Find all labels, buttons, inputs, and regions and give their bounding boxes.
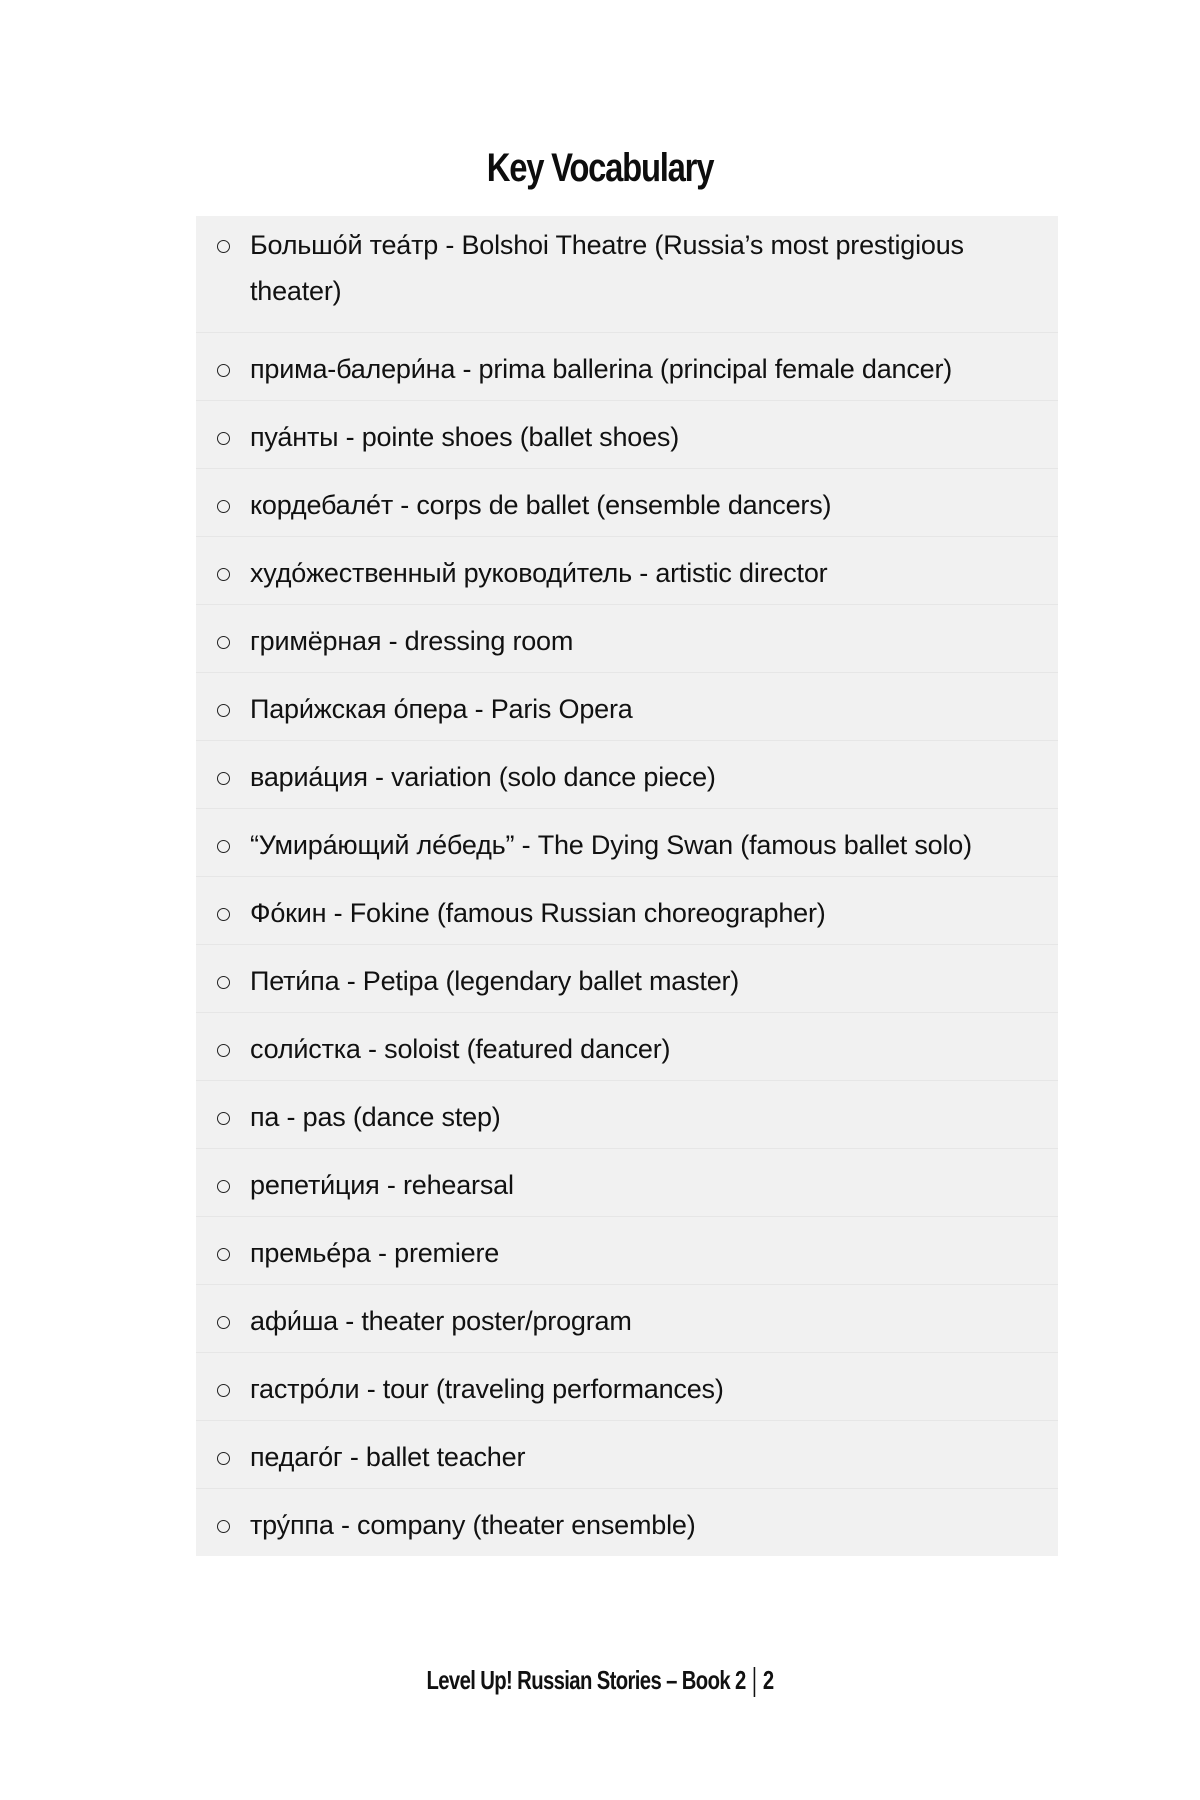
footer-book-title: Level Up! Russian Stories – Book 2 [426, 1665, 746, 1695]
footer-separator [753, 1667, 755, 1697]
vocabulary-entry: репети́ция - rehearsal [250, 1170, 514, 1200]
vocabulary-item [196, 1420, 1058, 1488]
hollow-circle-bullet-icon [196, 686, 250, 732]
vocabulary-item [196, 332, 1058, 400]
vocabulary-entry: па - pas (dance step) [250, 1102, 501, 1132]
page-title: Key Vocabulary [486, 146, 714, 190]
vocabulary-entry: кордебале́т - corps de ballet (ensemble dancers) [250, 490, 832, 520]
hollow-circle-bullet-icon [196, 1502, 250, 1548]
vocabulary-item [196, 1080, 1058, 1148]
vocabulary-item [196, 536, 1058, 604]
hollow-circle-bullet-icon [196, 754, 250, 800]
vocabulary-entry: педаго́г - ballet teacher [250, 1442, 526, 1472]
vocabulary-entry: Пети́па - Petipa (legendary ballet master) [250, 966, 740, 996]
page-footer [132, 1665, 1068, 1697]
vocabulary-item [196, 672, 1058, 740]
vocabulary-item [196, 468, 1058, 536]
vocabulary-item [196, 1148, 1058, 1216]
vocabulary-item [196, 876, 1058, 944]
vocabulary-entry: худо́жественный руководи́тель - artistic director [250, 558, 828, 588]
hollow-circle-bullet-icon [196, 618, 250, 664]
hollow-circle-bullet-icon [196, 346, 250, 392]
vocabulary-item [196, 604, 1058, 672]
vocabulary-entry: премье́ра - premiere [250, 1238, 500, 1268]
hollow-circle-bullet-icon [196, 1298, 250, 1344]
vocabulary-entry: афи́ша - theater poster/program [250, 1306, 632, 1336]
vocabulary-item [196, 1284, 1058, 1352]
vocabulary-list [196, 216, 1058, 1556]
vocabulary-entry: гастро́ли - tour (traveling performances) [250, 1374, 724, 1404]
hollow-circle-bullet-icon [196, 222, 250, 268]
vocabulary-entry: “Умира́ющий ле́бедь” - The Dying Swan (famous ballet solo) [250, 830, 972, 860]
hollow-circle-bullet-icon [196, 1366, 250, 1412]
hollow-circle-bullet-icon [196, 550, 250, 596]
vocabulary-item [196, 400, 1058, 468]
hollow-circle-bullet-icon [196, 822, 250, 868]
vocabulary-entry: Большо́й теа́тр - Bolshoi Theatre (Russia’s most prestigious theater) [250, 230, 964, 306]
vocabulary-entry: Фо́кин - Fokine (famous Russian choreographer) [250, 898, 826, 928]
hollow-circle-bullet-icon [196, 958, 250, 1004]
vocabulary-item [196, 808, 1058, 876]
vocabulary-item [196, 1488, 1058, 1556]
hollow-circle-bullet-icon [196, 1230, 250, 1276]
vocabulary-entry: соли́стка - soloist (featured dancer) [250, 1034, 671, 1064]
hollow-circle-bullet-icon [196, 1026, 250, 1072]
vocabulary-item [196, 944, 1058, 1012]
vocabulary-entry: прима-балери́на - prima ballerina (principal female dancer) [250, 354, 953, 384]
hollow-circle-bullet-icon [196, 482, 250, 528]
vocabulary-item [196, 216, 1058, 332]
hollow-circle-bullet-icon [196, 1434, 250, 1480]
vocabulary-entry: Пари́жская о́пера - Paris Opera [250, 694, 633, 724]
vocabulary-entry: тру́ппа - company (theater ensemble) [250, 1510, 696, 1540]
hollow-circle-bullet-icon [196, 1094, 250, 1140]
vocabulary-item [196, 1216, 1058, 1284]
vocabulary-entry: пуа́нты - pointe shoes (ballet shoes) [250, 422, 680, 452]
hollow-circle-bullet-icon [196, 414, 250, 460]
vocabulary-item [196, 740, 1058, 808]
vocabulary-item [196, 1012, 1058, 1080]
vocabulary-item [196, 1352, 1058, 1420]
hollow-circle-bullet-icon [196, 890, 250, 936]
footer-page-number: 2 [762, 1665, 774, 1695]
vocabulary-entry: гримёрная - dressing room [250, 626, 574, 656]
vocabulary-entry: вариа́ция - variation (solo dance piece) [250, 762, 716, 792]
hollow-circle-bullet-icon [196, 1162, 250, 1208]
